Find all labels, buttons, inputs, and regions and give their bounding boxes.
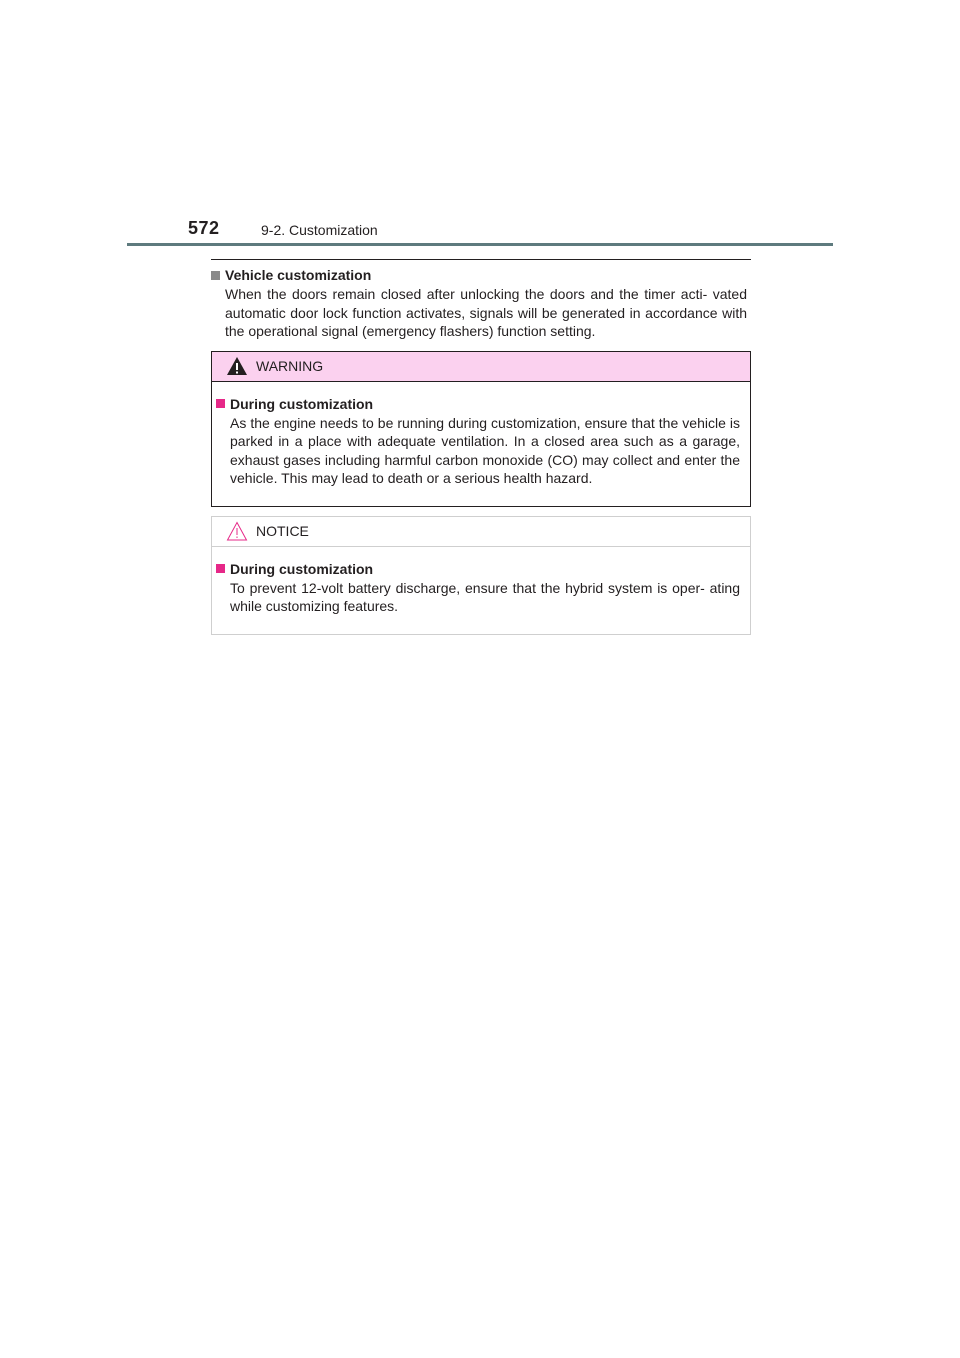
page-content — [211, 259, 751, 635]
warning-header — [212, 352, 750, 382]
warning-heading — [216, 395, 740, 413]
text-line: as a garage, exhaust gases including harmful carbon monoxide (CO) may — [230, 433, 740, 468]
text-line: accordance with the operational signal (emergency flashers) function setting. — [225, 304, 748, 339]
notice-title: During customization — [230, 560, 374, 577]
text-line: hazard. — [545, 470, 593, 486]
text-line: vated automatic door lock function activates, signals will be generated in — [225, 286, 747, 321]
square-bullet-icon — [211, 271, 220, 280]
notice-label: NOTICE — [256, 523, 309, 539]
warning-text — [216, 414, 740, 488]
text-line: To prevent 12-volt battery discharge, ensure that the hybrid system is oper- — [230, 579, 705, 596]
square-bullet-icon — [216, 399, 225, 408]
square-bullet-icon — [216, 564, 225, 573]
notice-header — [212, 517, 750, 547]
notice-text — [216, 579, 740, 616]
text-line: collect and enter the vehicle. This may lead to death or a serious health — [230, 451, 740, 486]
text-line: As the engine needs to be running during customization, ensure that the — [230, 414, 679, 431]
text-line: vehicle is parked in a place with adequate ventilation. In a closed area such — [230, 414, 740, 449]
warning-triangle-icon — [226, 356, 248, 376]
caution-triangle-icon — [226, 521, 248, 541]
header-rule — [127, 243, 833, 246]
warning-body — [212, 382, 750, 506]
page-header — [127, 214, 833, 248]
page-number: 572 — [188, 218, 220, 238]
section-title: 9-2. Customization — [261, 222, 378, 238]
text-line: ating while customizing features. — [230, 579, 740, 614]
vehicle-customization-section — [211, 260, 751, 341]
warning-label: WARNING — [256, 358, 324, 374]
vehicle-customization-heading — [211, 266, 751, 284]
notice-box — [211, 516, 751, 635]
notice-heading — [216, 560, 740, 578]
warning-title: During customization — [230, 395, 374, 412]
warning-box — [211, 351, 751, 507]
text-line: When the doors remain closed after unlocking the doors and the timer acti- — [225, 286, 708, 302]
vehicle-customization-title: Vehicle customization — [225, 267, 372, 283]
notice-body — [212, 547, 750, 634]
vehicle-customization-text — [211, 285, 751, 341]
